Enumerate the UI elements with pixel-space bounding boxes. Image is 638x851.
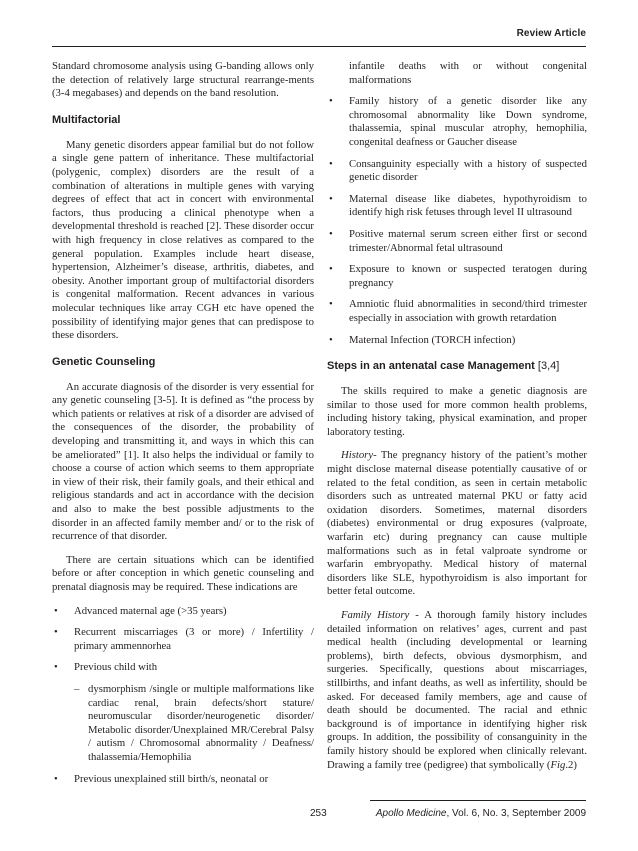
- genetic-counseling-heading: Genetic Counseling: [52, 355, 156, 368]
- family-history-label: Family History: [341, 609, 410, 621]
- bullet-marker: •: [329, 95, 333, 108]
- indication-text: Family history of a genetic disorder like any chromosomal abnormality like Down syndrome, thalassemia, spinal muscular atrophy, hemophilia, congenital deafness or Gaucher disease: [349, 95, 587, 148]
- history-paragraph: [327, 449, 587, 599]
- figure-reference: Fig: [550, 758, 566, 771]
- indication-sub-text: dysmorphism /single or multiple malformations like cardiac renal, brain defects/short stature/ neuromuscular disorder/neurogenetic disorder/ Metabolic disorder/Unexplained MR/Cerebral Palsy / autism / Chromosomal abnormality / Deafness/ thalassemia/Hemophilia: [88, 682, 314, 763]
- indication-continuation: infantile deaths with or without congenital malformations: [349, 60, 587, 86]
- indication-text: Amniotic fluid abnormalities in second/third trimester especially in association with growth retardation: [349, 298, 587, 324]
- bullet-marker: •: [329, 333, 333, 346]
- bullet-marker: •: [54, 661, 58, 674]
- steps-heading-text: Steps in an antenatal case Management: [327, 360, 535, 373]
- indication-list-item: [327, 298, 587, 325]
- bullet-marker: •: [329, 157, 333, 170]
- history-text: - The pregnancy history of the patient’s mother might disclose maternal disease potentially causative of or related to the fetal condition, as seen in certain metabolic disorders such as untreated maternal PKU or fatty acid oxidation disorders. Sometimes, maternal disorders (diabetes) environmental or drug exposures (valproate, warfarin etc) during pregnancy can cause multiple malformations such as in fetal valproate syndrome or warfarin embryopathy. Medical history of maternal disorders like SLE, hypothyroidism is also important for better fetal outcome.: [327, 449, 587, 598]
- indication-text: Advanced maternal age (>35 years): [74, 604, 227, 617]
- bullet-marker: •: [54, 772, 58, 785]
- indication-text: Positive maternal serum screen either first or second trimester/Abnormal fetal ultrasound: [349, 227, 587, 254]
- bullet-marker: •: [329, 298, 333, 311]
- page-number: 253: [310, 808, 327, 819]
- indication-text: Exposure to known or suspected teratogen during pregnancy: [349, 263, 587, 289]
- multifactorial-heading: Multifactorial: [52, 113, 121, 126]
- indication-list-item: [327, 95, 587, 149]
- left-column: [52, 60, 314, 786]
- figure-reference-tail: .2): [565, 758, 577, 771]
- indication-list-item: [327, 228, 587, 255]
- intro-paragraph: Standard chromosome analysis using G-banding allows only the detection of relatively large structural rearrange-ments (3-4 megabases) and depends on the band resolution.: [52, 60, 314, 100]
- indication-sub-item: [52, 683, 314, 765]
- steps-paragraph: The skills required to make a genetic diagnosis are similar to those used for more common health problems, including history taking, physical examination, and proper laboratory testing.: [327, 385, 587, 438]
- indication-list-item: [52, 661, 314, 675]
- bullet-marker: •: [329, 227, 333, 240]
- multifactorial-paragraph: Many genetic disorders appear familial but do not follow a single gene pattern of inheritance. These multifactorial (polygenic, complex) disorders are the result of a combination of alterations in multiple genes with varying degrees of effect that act in concert with environmental factors, thus producing a clinical phenotype when a developmental threshold is reached [2]. These disorder occur with high frequency in close relatives as compared to the general population. Examples include heart disease, hypertension, Alzheimer’s disease, arthritis, diabetes, and obesity. Another important group of multifactorial disorders is congenital malformation. Recent advances in various molecular techniques like array CGH etc have opened the possibility of identifying major genes that can predispose to these disorders.: [52, 138, 314, 342]
- family-history-text: - A thorough family history includes detailed information on relatives’ ages, current and past medical health (including developmental or learning problems), birth defects, obvious dysmorphism, and surgeries. Specifically, questions about miscarriages, stillbirths, and infant deaths, as well as infertility, should be asked. For deceased family members, age and cause of death should be documented. The racial and ethnic background is of importance in identifying higher risk groups. In addition, the possibility of consanguinity in the family history should be explored when clinically relevant. Drawing a family tree (pedigree) that symbolically (: [327, 609, 588, 771]
- indication-text: Previous unexplained still birth/s, neonatal or: [74, 772, 269, 785]
- footer-divider: [370, 800, 586, 801]
- family-history-paragraph: [327, 609, 587, 772]
- steps-heading-reference: [3,4]: [537, 360, 560, 373]
- journal-issue: , Vol. 6, No. 3, September 2009: [446, 808, 586, 819]
- indication-text: Maternal Infection (TORCH infection): [349, 333, 516, 346]
- indication-list-item: [327, 193, 587, 220]
- bullet-marker: •: [54, 604, 58, 617]
- journal-citation: [376, 808, 586, 819]
- dash-marker: –: [74, 682, 80, 695]
- indication-text: Recurrent miscarriages (3 or more) / Infertility / primary ammennorhea: [74, 626, 314, 652]
- journal-name: Apollo Medicine: [375, 808, 447, 819]
- indication-list-item: [52, 626, 314, 653]
- steps-heading: [327, 359, 587, 373]
- indication-list-item: [52, 605, 314, 619]
- genetic-counseling-paragraph-2: There are certain situations which can be identified before or after conception in which genetic counseling and prenatal diagnosis may be required. These indications are: [52, 553, 314, 593]
- bullet-marker: •: [329, 192, 333, 205]
- indication-list-item: [327, 263, 587, 290]
- article-type-label: Review Article: [516, 28, 586, 39]
- indication-list-item: [327, 334, 587, 348]
- history-label: History: [341, 449, 374, 462]
- bullet-marker: •: [54, 626, 58, 639]
- indication-text: Consanguinity especially with a history of suspected genetic disorder: [349, 157, 587, 184]
- indication-text: Previous child with: [74, 661, 158, 674]
- indication-text: Maternal disease like diabetes, hypothyroidism to identify high risk fetuses through level II ultrasound: [349, 192, 587, 219]
- indication-list-item: [327, 158, 587, 185]
- indication-list-item: [52, 773, 314, 787]
- bullet-marker: •: [329, 263, 333, 276]
- right-column: [327, 60, 587, 772]
- genetic-counseling-paragraph-1: An accurate diagnosis of the disorder is very essential for any genetic counseling [3-5]. It is defined as “the process by which patients or relatives at risk of a disorder are advised of the consequences of the disorder, the probability of developing and transmitting it, and ways in which this can be ameliorated” [1]. It also helps the individual or family to choose a course of action which seems to them appropriate in view of their risk, their family goals, and their ethical and religious standards and act in accordance with the decision and also to make the best possible adjustments to the disorder in an affected family member and/ or to the risk of recurrence of that disorder.: [52, 380, 314, 543]
- header-divider: [52, 46, 586, 47]
